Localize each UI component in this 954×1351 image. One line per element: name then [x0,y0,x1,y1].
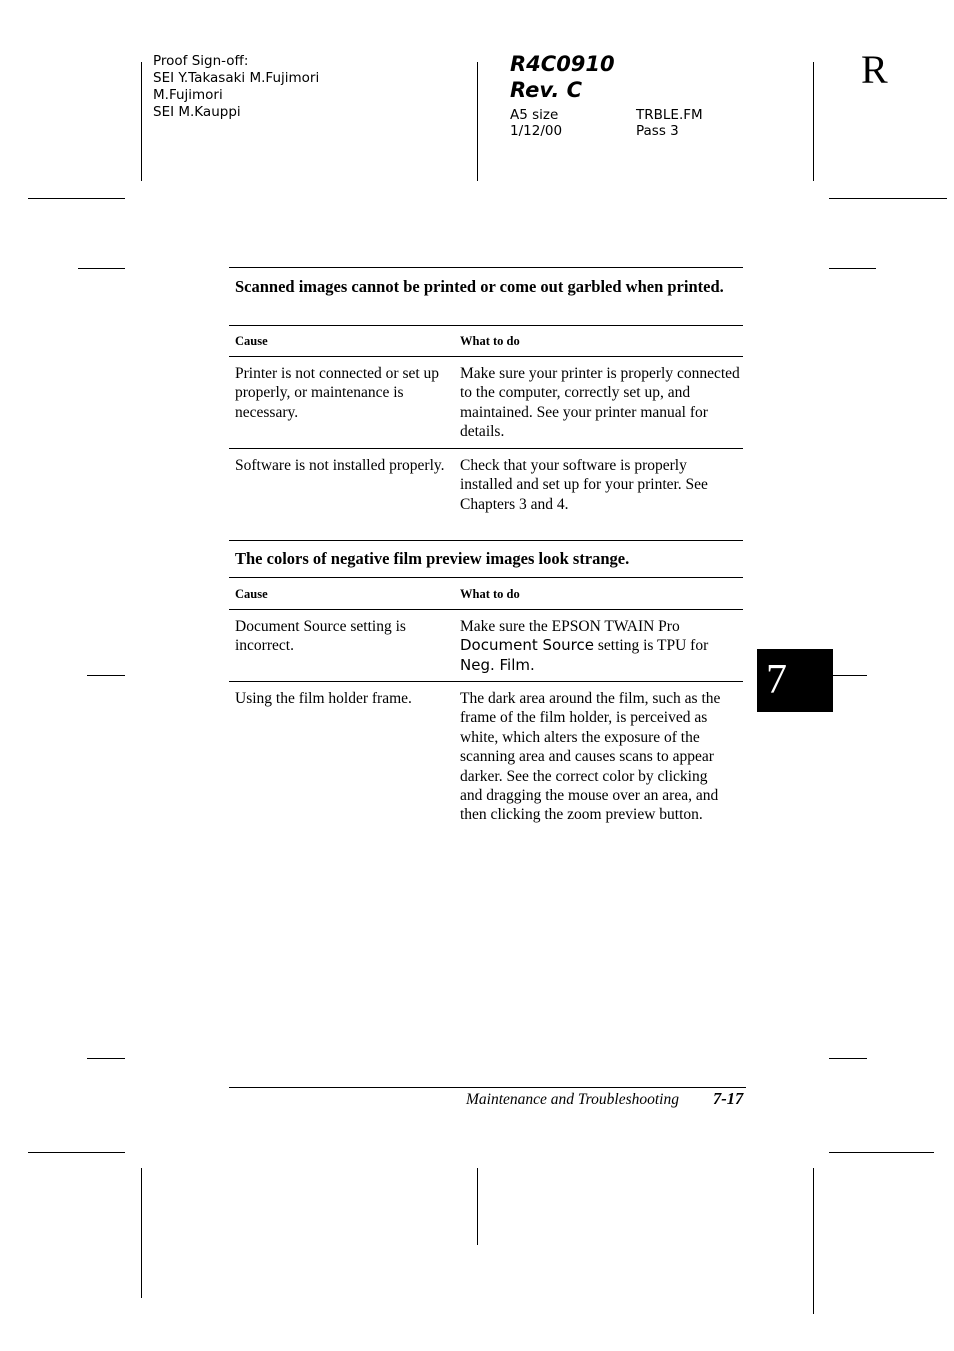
crop-mark [833,675,867,676]
crop-mark [87,675,125,676]
section-rule [229,540,743,541]
todo-line [460,636,740,655]
todo-cell: Make sure your printer is properly connected to the computer, correctly set up, and maintained. See your printer manual for details. [460,365,740,441]
proof-line: Proof Sign-off: [153,53,249,69]
crop-mark [141,62,142,181]
row-rule [229,448,743,449]
section-rule [229,267,743,268]
crop-mark [829,198,947,199]
corner-letter: R [861,47,888,92]
crop-mark [78,268,125,269]
crop-mark [28,198,125,199]
table-rule [229,325,743,326]
todo-cell [460,617,740,675]
section-title: The colors of negative film preview images look strange. [235,549,630,568]
column-header-cause: Cause [235,587,268,601]
column-header-what-to-do: What to do [460,334,520,348]
proof-line: SEI M.Kauppi [153,104,241,120]
proof-line: M.Fujimori [153,87,223,103]
pass-number: Pass 3 [636,123,679,139]
setting-value: Neg. Film. [460,655,535,674]
crop-mark [141,1168,142,1298]
crop-mark [829,268,876,269]
document-code [510,51,615,103]
crop-mark [813,1168,814,1314]
todo-cell: The dark area around the film, such as the frame of the film holder, is perceived as white, which alters the exposure of the scanning area and causes scans to appear darker. See the correct color by clicking and dragging the mouse over an area, and then clicking the zoom preview button. [460,690,721,824]
crop-mark [813,62,814,181]
table-rule [229,609,743,610]
crop-mark [829,1058,867,1059]
proof-signoff [153,53,319,121]
meta-left [510,107,562,139]
todo-line: Make sure the EPSON TWAIN Pro [460,618,680,635]
cause-cell: Using the film holder frame. [235,690,412,707]
doc-date: 1/12/00 [510,123,563,139]
crop-mark [28,1152,125,1153]
file-name: TRBLE.FM [636,107,703,123]
footer-chapter-title: Maintenance and Troubleshooting [466,1091,679,1108]
cause-cell: Printer is not connected or set up properly, or maintenance is necessary. [235,365,440,421]
page-number: 7-17 [713,1089,744,1108]
chapter-tab [757,649,833,712]
column-header-what-to-do: What to do [460,587,520,601]
todo-text: setting is TPU for [594,637,709,655]
page-size: A5 size [510,107,559,123]
footer-rule [229,1087,746,1088]
crop-mark [829,1152,934,1153]
crop-mark [477,62,478,181]
cause-cell: Document Source setting is incorrect. [235,618,406,655]
setting-name: Document Source [460,636,594,655]
cause-cell: Software is not installed properly. [235,457,445,474]
proof-line: SEI Y.Takasaki M.Fujimori [153,70,320,86]
table-rule [229,356,743,357]
crop-mark [477,1168,478,1245]
meta-right [636,107,703,139]
crop-mark [87,1058,125,1059]
section-title: Scanned images cannot be printed or come out garbled when printed. [235,277,724,296]
todo-cell: Check that your software is properly installed and set up for your printer. See Chapters 3 and 4. [460,457,708,513]
table-rule [229,577,743,578]
chapter-number: 7 [766,657,787,703]
row-rule [229,681,743,682]
code-number: R4C0910 [510,52,615,76]
code-revision: Rev. C [510,78,583,102]
column-header-cause: Cause [235,334,268,348]
